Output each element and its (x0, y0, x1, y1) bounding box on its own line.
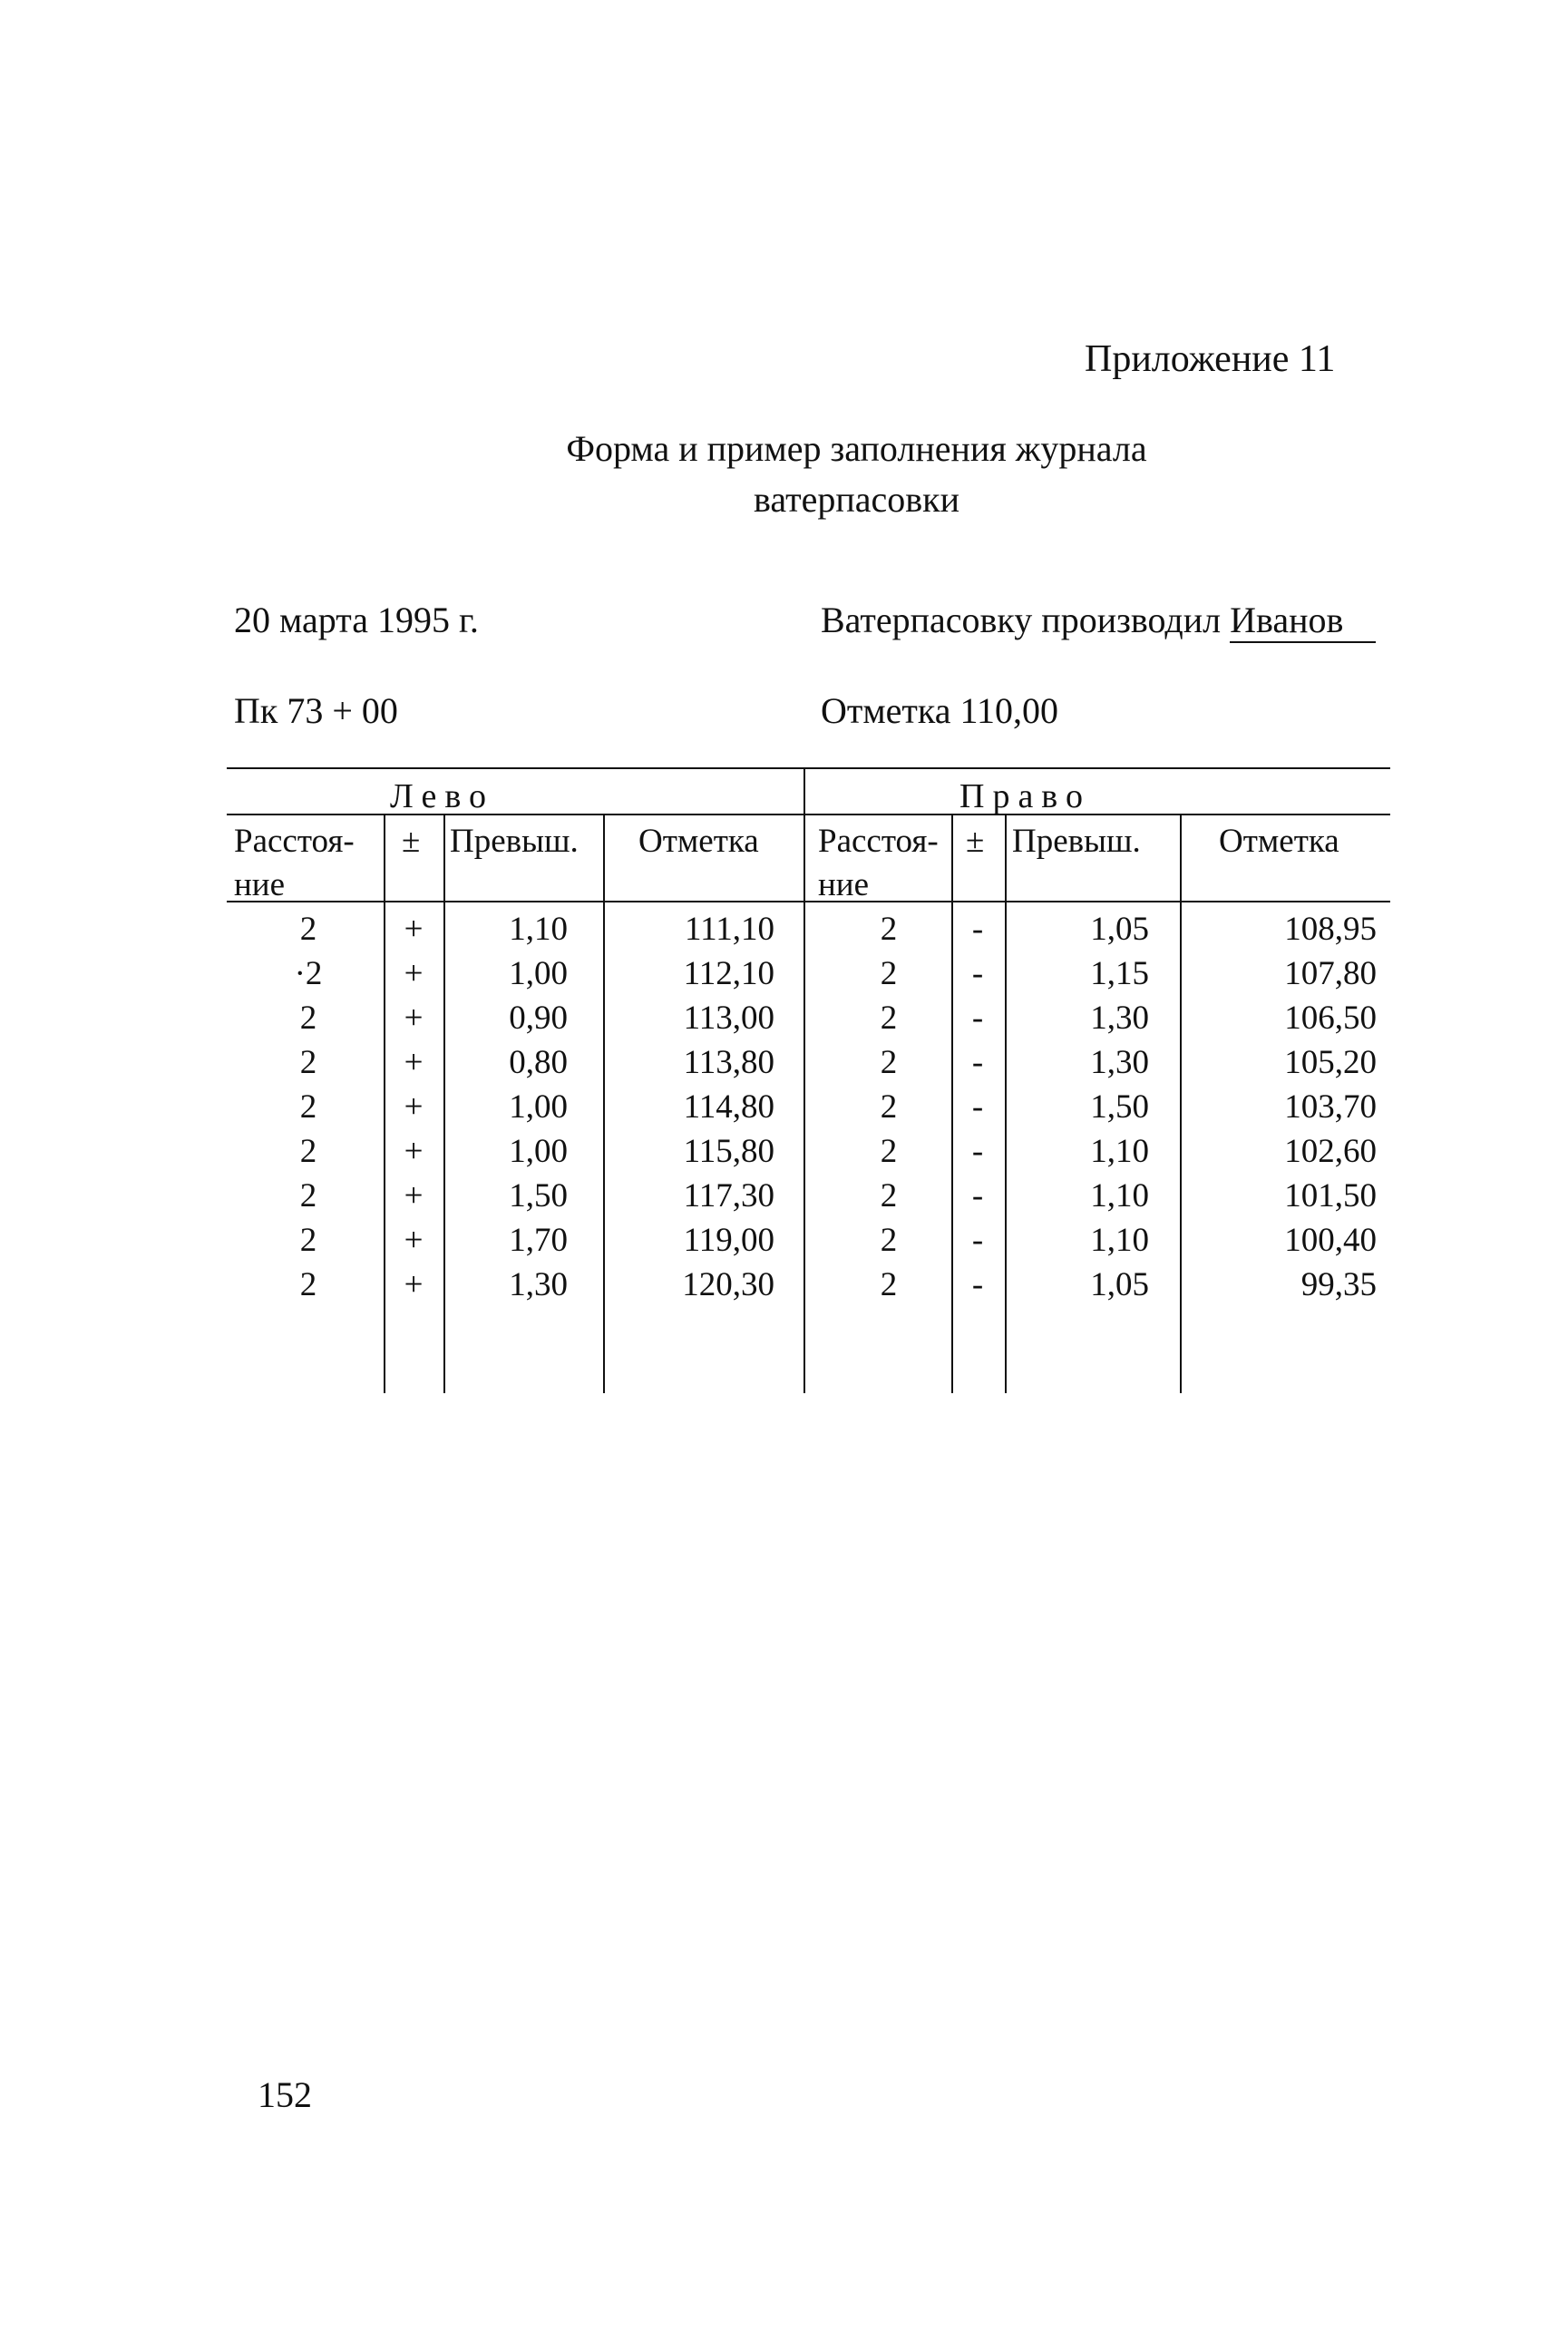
appendix-label: Приложение 11 (1085, 338, 1336, 380)
table-cell-r-elev: 106,50 (1284, 1000, 1377, 1037)
table-col-divider (603, 814, 605, 1393)
table-cell-l-exc: 1,00 (509, 955, 568, 992)
table-cell-l-sign: + (404, 1222, 424, 1259)
table-cell-l-elev: 111,10 (684, 911, 774, 948)
table-cell-l-sign: + (404, 955, 424, 992)
table-cell-l-dist: 2 (299, 1177, 317, 1214)
table-cell-r-sign: - (971, 1133, 984, 1170)
table-cell-r-dist: 2 (880, 955, 898, 992)
table-cell-r-dist: 2 (880, 1088, 898, 1126)
table-cell-r-dist: 2 (880, 1177, 898, 1214)
table-cell-r-elev: 101,50 (1284, 1177, 1377, 1214)
base-mark-label: Отметка 110,00 (821, 690, 1059, 731)
left-group-header: Лево (390, 777, 495, 815)
table-cell-r-exc: 1,05 (1090, 1266, 1149, 1303)
table-col-divider (1180, 814, 1182, 1393)
table-cell-l-elev: 119,00 (683, 1222, 774, 1259)
table-cell-r-exc: 1,30 (1090, 1044, 1149, 1081)
table-cell-l-sign: + (404, 1088, 424, 1126)
table-cell-r-elev: 100,40 (1284, 1222, 1377, 1259)
table-cell-l-elev: 114,80 (683, 1088, 774, 1126)
table-cell-l-dist: 2 (299, 1133, 317, 1170)
table-cell-r-exc: 1,15 (1090, 955, 1149, 992)
table-cell-r-sign: - (971, 1222, 984, 1259)
table-cell-r-exc: 1,10 (1090, 1133, 1149, 1170)
left-sign-header: ± (402, 823, 421, 860)
table-cell-l-exc: 1,10 (509, 911, 568, 948)
table-cell-l-sign: + (404, 1266, 424, 1303)
picket-label: Пк 73 + 00 (234, 690, 398, 731)
table-top-rule (227, 767, 1390, 769)
table-cell-r-sign: - (971, 911, 984, 948)
table-cell-l-sign: + (404, 911, 424, 948)
table-cell-r-sign: - (971, 1177, 984, 1214)
table-cell-l-sign: + (404, 1133, 424, 1170)
right-elevation-header: Отметка (1219, 823, 1339, 860)
table-cell-r-sign: - (971, 1088, 984, 1126)
table-cell-l-dist: 2 (299, 1266, 317, 1303)
table-cell-r-elev: 99,35 (1300, 1266, 1377, 1303)
form-title-line1: Форма и пример заполнения журнала (566, 428, 1147, 469)
right-distance-header: Расстоя- ние (818, 823, 939, 903)
right-sign-header: ± (966, 823, 985, 860)
table-cell-l-sign: + (404, 1044, 424, 1081)
table-cell-r-dist: 2 (880, 1133, 898, 1170)
table-cell-l-exc: 0,90 (509, 1000, 568, 1037)
table-cell-l-exc: 1,00 (509, 1088, 568, 1126)
surveyor-name: Иванов (1230, 599, 1376, 643)
table-cell-r-exc: 1,10 (1090, 1222, 1149, 1259)
table-cell-l-sign: + (404, 1000, 424, 1037)
leveling-journal-table (227, 767, 1390, 1393)
table-cell-l-exc: 1,50 (509, 1177, 568, 1214)
surveyor-line (821, 599, 1376, 643)
left-elevation-header: Отметка (638, 823, 759, 860)
survey-date: 20 марта 1995 г. (234, 600, 479, 640)
table-cell-l-dist: ·2 (294, 955, 323, 992)
table-cell-r-dist: 2 (880, 1222, 898, 1259)
table-cell-l-exc: 0,80 (509, 1044, 568, 1081)
table-cell-l-dist: 2 (299, 1000, 317, 1037)
table-cell-l-elev: 120,30 (682, 1266, 774, 1303)
table-cell-r-exc: 1,30 (1090, 1000, 1149, 1037)
table-cell-l-elev: 117,30 (683, 1177, 774, 1214)
form-title-line2: ватерпасовки (754, 479, 959, 520)
table-cell-r-sign: - (971, 1266, 984, 1303)
right-excess-header: Превыш. (1012, 823, 1141, 860)
table-cell-r-sign: - (971, 955, 984, 992)
table-cell-l-exc: 1,70 (509, 1222, 568, 1259)
table-cell-r-dist: 2 (880, 1266, 898, 1303)
table-cell-l-elev: 113,80 (683, 1044, 774, 1081)
table-cell-r-exc: 1,10 (1090, 1177, 1149, 1214)
table-cell-r-dist: 2 (880, 1044, 898, 1081)
table-cell-r-dist: 2 (880, 1000, 898, 1037)
right-group-header: Право (959, 777, 1091, 815)
table-cell-r-exc: 1,05 (1090, 911, 1149, 948)
left-excess-header: Превыш. (450, 823, 579, 860)
page-number: 152 (258, 2074, 312, 2115)
table-cell-l-dist: 2 (299, 1088, 317, 1126)
table-cell-r-exc: 1,50 (1090, 1088, 1149, 1126)
table-cell-l-elev: 113,00 (683, 1000, 774, 1037)
table-cell-l-dist: 2 (299, 1044, 317, 1081)
table-cell-l-exc: 1,30 (509, 1266, 568, 1303)
table-cell-l-elev: 115,80 (683, 1133, 774, 1170)
table-cell-l-dist: 2 (299, 1222, 317, 1259)
table-cell-l-exc: 1,00 (509, 1133, 568, 1170)
table-cell-r-sign: - (971, 1000, 984, 1037)
table-cell-l-sign: + (404, 1177, 424, 1214)
table-cell-l-dist: 2 (299, 911, 317, 948)
table-cell-r-elev: 107,80 (1284, 955, 1377, 992)
left-distance-header: Расстоя- ние (234, 823, 355, 903)
table-cell-l-elev: 112,10 (683, 955, 774, 992)
table-cell-r-elev: 103,70 (1284, 1088, 1377, 1126)
table-side-divider (803, 767, 805, 1393)
table-cell-r-elev: 108,95 (1284, 911, 1377, 948)
surveyor-label: Ватерпасовку производил (821, 600, 1222, 640)
table-cell-r-dist: 2 (880, 911, 898, 948)
table-cell-r-elev: 102,60 (1284, 1133, 1377, 1170)
table-cell-r-elev: 105,20 (1284, 1044, 1377, 1081)
table-cell-r-sign: - (971, 1044, 984, 1081)
table-header-rule (227, 901, 1390, 902)
